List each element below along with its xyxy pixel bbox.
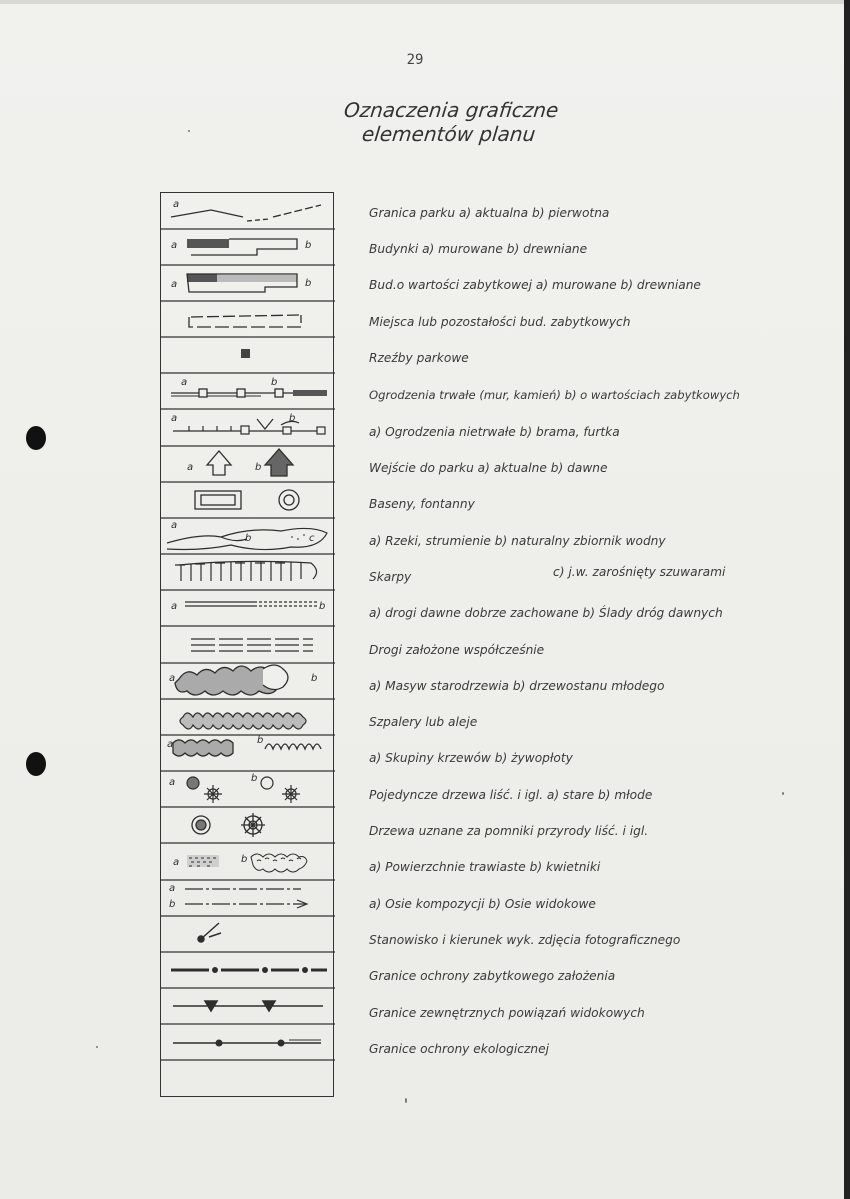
legend-desc-axes: a) Osie kompozycji b) Osie widokowe <box>369 897 596 911</box>
symbol-letter: b <box>255 462 262 473</box>
symbol-escarpments <box>175 561 317 581</box>
symbol-letter: a <box>167 739 174 750</box>
symbol-letter: a <box>187 462 194 473</box>
legend-desc-ecological: Granice ochrony ekologicznej <box>369 1042 549 1056</box>
symbol-buildings <box>171 239 311 255</box>
symbol-ecological-boundary <box>173 1040 321 1047</box>
symbol-shrubs-hedges <box>167 735 321 756</box>
legend-desc-buildings: Budynki a) murowane b) drewniane <box>369 242 588 256</box>
symbol-view-links-boundary <box>173 1001 323 1011</box>
legend-desc-single-trees: Pojedyncze drzewa liść. i igl. a) stare b) młode <box>369 788 653 802</box>
symbol-letter: b <box>305 278 312 289</box>
page-number: 29 <box>406 52 424 68</box>
legend-desc-rivers: a) Rzeki, strumienie b) naturalny zbiornik wodny <box>369 534 666 548</box>
legend-desc-lawns: a) Powierzchnie trawiaste b) kwietniki <box>369 860 601 874</box>
title-line-2: elementów planu <box>360 122 537 146</box>
symbol-letter: b <box>289 413 296 424</box>
symbol-alleys <box>180 713 306 729</box>
symbol-letter: b <box>305 240 312 251</box>
legend-desc-reeds: c) j.w. zarośnięty szuwarami <box>553 565 726 579</box>
legend-desc-permanent-fence: Ogrodzenia trwałe (mur, kamień) b) o wartościach zabytkowych <box>369 388 740 402</box>
legend-symbol-table <box>160 192 334 1097</box>
scan-speck <box>96 1046 98 1048</box>
symbol-letter: a <box>181 377 188 388</box>
symbol-letter: a <box>169 777 176 788</box>
symbol-letter: a <box>171 279 178 290</box>
symbol-permanent-fence <box>171 377 327 397</box>
legend-desc-tree-stand: a) Masyw starodrzewia b) drzewostanu młodego <box>369 679 665 693</box>
symbol-rivers <box>167 520 327 550</box>
symbol-nature-monuments <box>192 813 265 837</box>
legend-desc-view-links: Granice zewnętrznych powiązań widokowych <box>369 1006 645 1020</box>
symbol-letter: a <box>169 883 176 894</box>
symbol-letter: c <box>309 533 315 544</box>
symbol-heritage-boundary <box>171 967 327 973</box>
symbol-letter: a <box>173 199 180 210</box>
symbol-letter: b <box>271 377 278 388</box>
symbol-axes <box>169 883 307 910</box>
legend-desc-heritage-boundary: Granice ochrony zabytkowego założenia <box>369 969 616 983</box>
symbol-sculptures <box>241 349 250 358</box>
symbol-temporary-fence <box>171 413 325 434</box>
symbol-letter: a <box>171 520 178 531</box>
symbol-letter: a <box>171 413 178 424</box>
legend-desc-remains: Miejsca lub pozostałości bud. zabytkowych <box>369 315 631 329</box>
legend-desc-nature-monuments: Drzewa uznane za pomniki przyrody liść. i igl. <box>369 824 649 838</box>
scan-edge-top <box>0 0 850 4</box>
punch-hole-lower <box>26 752 46 776</box>
symbol-letter: a <box>169 673 176 684</box>
symbol-letter: a <box>171 601 178 612</box>
legend-desc-park-boundary: Granica parku a) aktualna b) pierwotna <box>369 206 610 220</box>
title-line-1: Oznaczenia graficzne <box>342 98 560 122</box>
page-title <box>297 98 602 146</box>
symbol-letter: b <box>251 773 258 784</box>
symbol-modern-roads <box>191 639 313 651</box>
symbol-single-trees <box>169 773 300 803</box>
legend-desc-modern-roads: Drogi założone współcześnie <box>369 643 545 657</box>
legend-desc-entrance: Wejście do parku a) aktualne b) dawne <box>369 461 608 475</box>
legend-desc-temporary-fence: a) Ogrodzenia nietrwałe b) brama, furtka <box>369 425 620 439</box>
legend-desc-sculptures: Rzeźby parkowe <box>369 351 469 365</box>
symbol-remains <box>189 315 301 327</box>
symbol-old-roads <box>171 601 325 612</box>
legend-desc-photo-position: Stanowisko i kierunek wyk. zdjęcia fotograficznego <box>369 933 681 947</box>
symbol-park-entrance <box>187 449 293 476</box>
symbol-letter: a <box>171 240 178 251</box>
symbol-letter: b <box>311 673 318 684</box>
symbol-letter: b <box>319 601 326 612</box>
legend-desc-historic-buildings: Bud.o wartości zabytkowej a) murowane b) drewniane <box>369 278 701 292</box>
symbol-letter: a <box>173 857 180 868</box>
symbol-pools-fountains <box>195 490 299 510</box>
legend-desc-old-roads: a) drogi dawne dobrze zachowane b) Ślady dróg dawnych <box>369 606 723 620</box>
scan-speck <box>405 1098 407 1103</box>
scan-edge-right <box>844 0 850 1199</box>
legend-desc-pools: Baseny, fontanny <box>369 497 475 511</box>
symbol-lawns-flowerbeds <box>173 854 307 872</box>
scan-speck <box>782 792 784 795</box>
symbol-letter: b <box>245 533 252 544</box>
symbol-letter: b <box>241 854 248 865</box>
legend-desc-alleys: Szpalery lub aleje <box>369 715 478 729</box>
symbol-historic-buildings <box>171 274 311 292</box>
symbol-park-boundary <box>171 199 321 221</box>
legend-desc-shrubs: a) Skupiny krzewów b) żywopłoty <box>369 751 573 765</box>
symbol-photo-position <box>198 923 221 942</box>
symbol-letter: b <box>257 735 264 746</box>
scan-speck <box>188 130 190 132</box>
legend-symbols <box>161 193 335 1098</box>
symbol-old-tree-stand <box>169 665 317 695</box>
punch-hole-upper <box>26 426 46 450</box>
symbol-letter: b <box>169 899 176 910</box>
legend-desc-escarpments: Skarpy <box>369 570 412 584</box>
